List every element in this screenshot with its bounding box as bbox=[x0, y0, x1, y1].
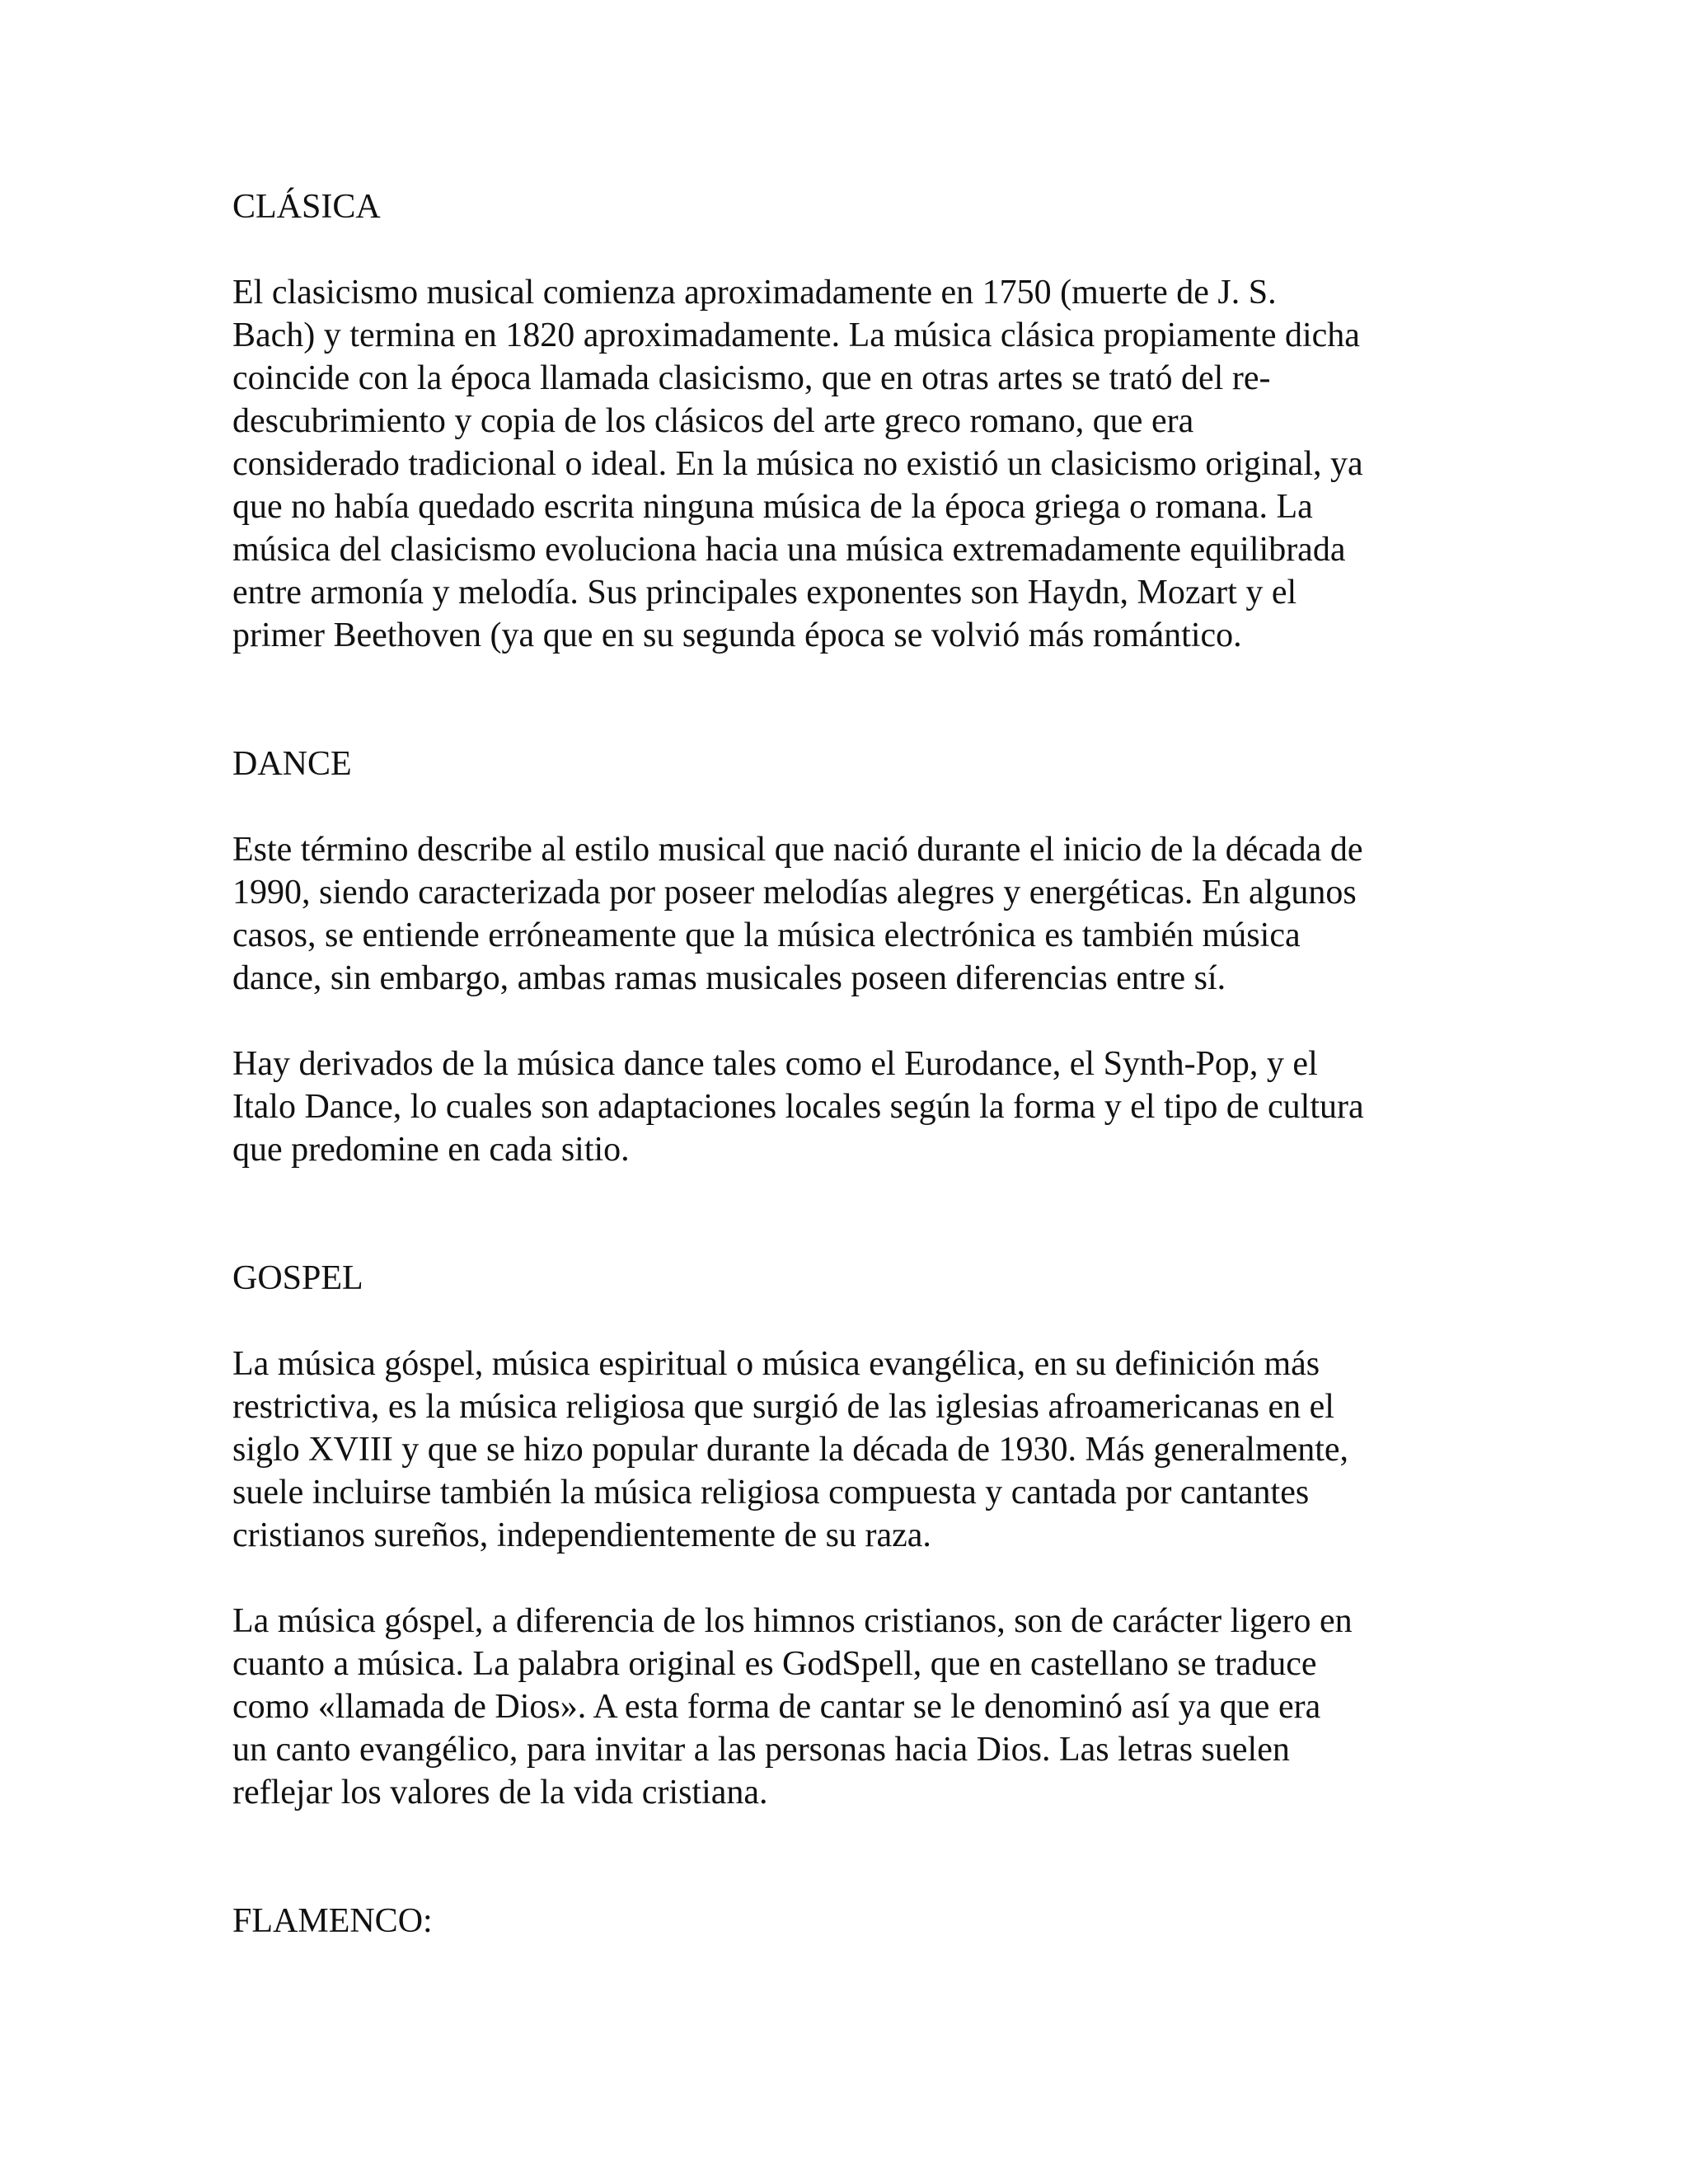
section-clasica bbox=[232, 185, 1469, 657]
section-paragraph: La música góspel, música espiritual o música evangélica, en su definición más restrictiva, es la música religiosa que surgió de las iglesias afroamericanas en el siglo XVIII y que se hizo popular durante la década de 1930. Más generalmente, suele incluirse también la música religiosa compuesta y cantada por cantantes cristianos sureños, independientemente de su raza. bbox=[232, 1345, 1349, 1554]
section-flamenco bbox=[232, 1900, 1469, 1943]
section-heading: CLÁSICA bbox=[232, 188, 381, 226]
section-heading: FLAMENCO: bbox=[232, 1902, 433, 1940]
section-gospel bbox=[232, 1257, 1469, 1814]
section-heading: GOSPEL bbox=[232, 1259, 363, 1297]
section-heading: DANCE bbox=[232, 745, 352, 783]
section-dance bbox=[232, 743, 1469, 1171]
document-body bbox=[232, 185, 1469, 1985]
section-paragraph: La música góspel, a diferencia de los himnos cristianos, son de carácter ligero en cuanto a música. La palabra original es GodSpell, que en castellano se traduce como «llamada de Dios». A esta forma de cantar se le denominó así ya que era un canto evangélico, para invitar a las personas hacia Dios. Las letras suelen reflejar los valores de la vida cristiana. bbox=[232, 1602, 1353, 1811]
section-paragraph: Este término describe al estilo musical que nació durante el inicio de la década de 1990, siendo caracterizada por poseer melodías alegres y energéticas. En algunos casos, se entiende erróneamente que la música electrónica es también música dance, sin embargo, ambas ramas musicales poseen diferencias entre sí. bbox=[232, 831, 1363, 997]
section-paragraph: El clasicismo musical comienza aproximadamente en 1750 (muerte de J. S. Bach) y termina en 1820 aproximadamente. La música clásica propiamente dicha coincide con la época llamada clasicismo, que en otras artes se trató del re- descubrimiento y copia de los clásicos del arte greco romano, que era considerado tradicional o ideal. En la música no existió un clasicismo original, ya que no había quedado escrita ninguna música de la época griega o romana. La música del clasicismo evoluciona hacia una música extremadamente equilibrada entre armonía y melodía. Sus principales exponentes son Haydn, Mozart y el primer Beethoven (ya que en su segunda época se volvió más romántico. bbox=[232, 274, 1363, 654]
section-paragraph: Hay derivados de la música dance tales como el Eurodance, el Synth-Pop, y el Italo Dance, lo cuales son adaptaciones locales según la forma y el tipo de cultura que predomine en cada sitio. bbox=[232, 1045, 1364, 1169]
